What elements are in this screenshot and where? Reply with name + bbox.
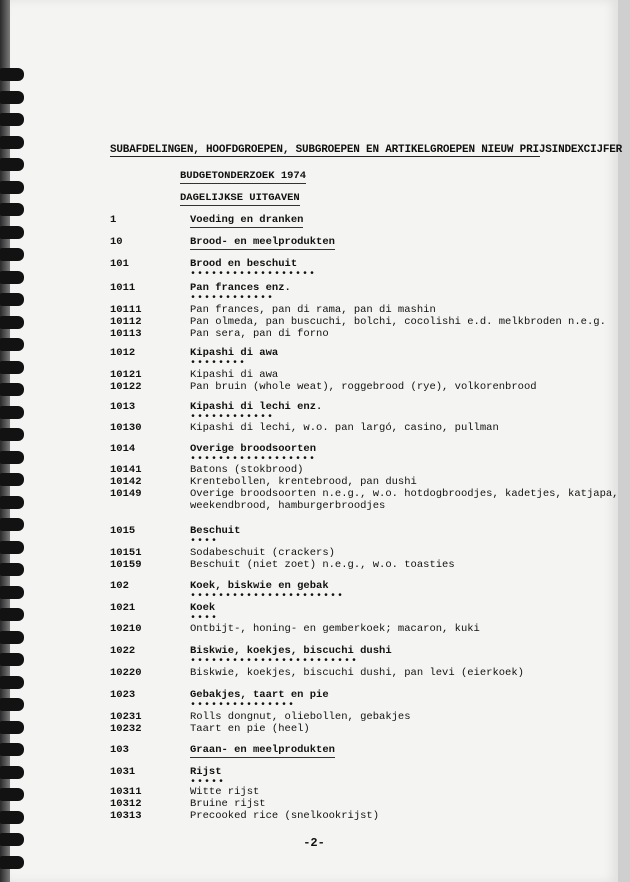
row-label: Taart en pie (heel) (190, 723, 310, 735)
row-label: Ontbijt-, honing- en gemberkoek; macaron, kuki (190, 623, 480, 635)
binding-ring (0, 181, 24, 194)
row-label: Brood en beschuit (190, 258, 298, 270)
binding-ring (0, 91, 24, 104)
row-label: Sodabeschuit (crackers) (190, 547, 335, 559)
row-code: 1022 (110, 645, 136, 657)
row-code: 10159 (110, 559, 142, 571)
binding-ring (0, 721, 24, 734)
binding-ring (0, 271, 24, 284)
row-label: Koek (190, 602, 216, 614)
row-code: 103 (110, 744, 129, 756)
row-code: 1015 (110, 525, 136, 537)
binding-ring (0, 676, 24, 689)
row-code: 1013 (110, 401, 136, 413)
underline-dots: ••••• (190, 777, 226, 788)
binding-ring (0, 383, 24, 396)
binding-ring (0, 203, 24, 216)
row-label: Beschuit (niet zoet) n.e.g., w.o. toasties (190, 559, 455, 571)
binding-ring (0, 631, 24, 644)
row-code: 10311 (110, 786, 142, 798)
page-number: -2- (303, 836, 325, 850)
binding-ring (0, 68, 24, 81)
underline-dots: •••••••••••••••••• (190, 269, 317, 280)
row-label: Overige broodsoorten (190, 443, 317, 455)
row-label: Brood- en meelprodukten (190, 236, 335, 248)
binding-ring (0, 158, 24, 171)
row-label: Witte rijst (190, 786, 260, 798)
row-code: 10149 (110, 488, 142, 500)
row-label: Rolls dongnut, oliebollen, gebakjes (190, 711, 411, 723)
row-code: 10121 (110, 369, 142, 381)
binding-ring (0, 248, 24, 261)
row-label: Kipashi di awa (190, 347, 279, 359)
row-code: 1012 (110, 347, 136, 359)
row-label: Pan bruin (whole weat), roggebrood (rye), volkorenbrood (190, 381, 537, 393)
row-code: 1023 (110, 689, 136, 701)
binding-ring (0, 113, 24, 126)
underline-dots: •••••••••••• (190, 412, 275, 423)
binding-ring (0, 406, 24, 419)
row-code: 102 (110, 580, 129, 592)
row-label: Gebakjes, taart en pie (190, 689, 329, 701)
underline-dots: •••••••••••• (190, 293, 275, 304)
row-code: 1011 (110, 282, 136, 294)
row-code: 10151 (110, 547, 142, 559)
underline-dots: •••• (190, 613, 219, 624)
row-label: Koek, biskwie en gebak (190, 580, 329, 592)
row-label: Kipashi di awa (190, 369, 279, 381)
row-label: Pan frances, pan di rama, pan di mashin (190, 304, 436, 316)
binding-ring (0, 788, 24, 801)
row-code: 10220 (110, 667, 142, 679)
row-label: Pan frances enz. (190, 282, 291, 294)
binding-ring (0, 766, 24, 779)
underline-dots: •••••••••••••••••••••••• (190, 656, 359, 667)
row-code: 1021 (110, 602, 136, 614)
row-code: 10142 (110, 476, 142, 488)
row-code: 10210 (110, 623, 142, 635)
underline-dots: •••• (190, 536, 219, 547)
row-label: Beschuit (190, 525, 241, 537)
underline-dots: •••••••••••••••••••••• (190, 591, 345, 602)
row-label: Biskwie, koekjes, biscuchi dushi, pan levi (eierkoek) (190, 667, 524, 679)
row-label: Biskwie, koekjes, biscuchi dushi (190, 645, 392, 657)
row-label: Voeding en dranken (190, 214, 304, 226)
row-code: 10312 (110, 798, 142, 810)
document-page (10, 0, 623, 882)
row-code: 10130 (110, 422, 142, 434)
row-code: 1031 (110, 766, 136, 778)
row-code: 10231 (110, 711, 142, 723)
binding-ring (0, 856, 24, 869)
binding-ring (0, 541, 24, 554)
row-label: Pan olmeda, pan buscuchi, bolchi, cocolishi e.d. melkbroden n.e.g. (190, 316, 606, 328)
binding-ring (0, 743, 24, 756)
binding-ring (0, 136, 24, 149)
underline-dots: •••••••• (190, 358, 247, 369)
binding-ring (0, 608, 24, 621)
row-label-continued: weekendbrood, hamburgerbroodjes (190, 500, 386, 512)
row-label: Batons (stokbrood) (190, 464, 304, 476)
binding-ring (0, 811, 24, 824)
document-heading: SUBAFDELINGEN, HOOFDGROEPEN, SUBGROEPEN EN ARTIKELGROEPEN NIEUW PRIJSINDEXCIJFER (110, 144, 623, 156)
binding-ring (0, 563, 24, 576)
row-label: Bruine rijst (190, 798, 266, 810)
row-code: 10113 (110, 328, 142, 340)
row-code: 10122 (110, 381, 142, 393)
row-code: 1 (110, 214, 117, 226)
binding-ring (0, 473, 24, 486)
row-code: 10111 (110, 304, 142, 316)
row-label: Precooked rice (snelkookrijst) (190, 810, 380, 822)
row-code: 1014 (110, 443, 136, 455)
binding-ring (0, 361, 24, 374)
row-code: 10232 (110, 723, 142, 735)
binding-ring (0, 293, 24, 306)
binding-ring (0, 316, 24, 329)
row-code: 10313 (110, 810, 142, 822)
binding-ring (0, 586, 24, 599)
row-label: Krentebollen, krentebrood, pan dushi (190, 476, 417, 488)
row-label: Overige broodsoorten n.e.g., w.o. hotdogbroodjes, kadetjes, katjapa, (190, 488, 619, 500)
binding-ring (0, 338, 24, 351)
row-label: Kipashi di lechi enz. (190, 401, 323, 413)
row-code: 101 (110, 258, 129, 270)
row-label: Rijst (190, 766, 222, 778)
binding-ring (0, 496, 24, 509)
binding-ring (0, 451, 24, 464)
binding-ring (0, 226, 24, 239)
binding-ring (0, 698, 24, 711)
binding-ring (0, 518, 24, 531)
row-code: 10112 (110, 316, 142, 328)
underline-dots: ••••••••••••••• (190, 700, 296, 711)
underline-dots: •••••••••••••••••• (190, 454, 317, 465)
row-label: Kipashi di lechi, w.o. pan largó, casino, pullman (190, 422, 499, 434)
daily-expenses-title: DAGELIJKSE UITGAVEN (180, 192, 300, 204)
row-label: Graan- en meelprodukten (190, 744, 335, 756)
budget-survey-title: BUDGETONDERZOEK 1974 (180, 170, 307, 182)
row-code: 10 (110, 236, 123, 248)
row-code: 10141 (110, 464, 142, 476)
binding-ring (0, 653, 24, 666)
binding-ring (0, 428, 24, 441)
row-label: Pan sera, pan di forno (190, 328, 329, 340)
